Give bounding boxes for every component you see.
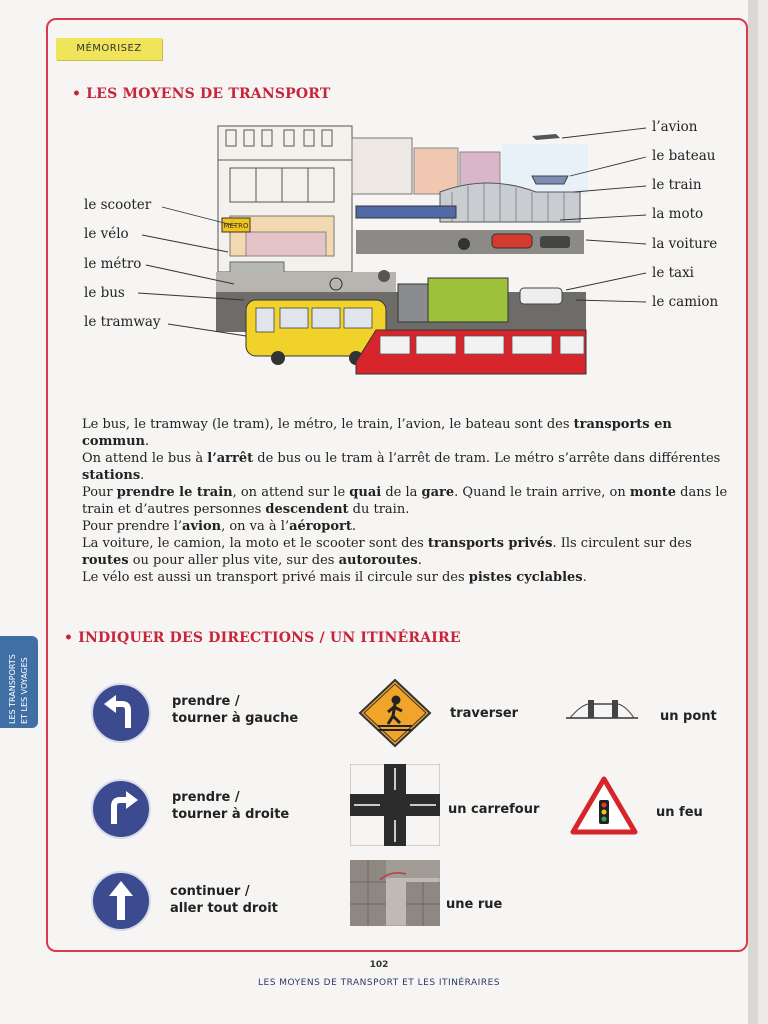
- label-straight: continuer / aller tout droit: [170, 884, 278, 916]
- boat: [532, 176, 568, 184]
- train: [356, 206, 456, 218]
- moto: [458, 238, 470, 250]
- label-tramway: le tramway: [84, 314, 161, 330]
- taxi: [520, 288, 562, 304]
- straight-ahead-sign-icon: [90, 870, 152, 932]
- section-title-transport: • LES MOYENS DE TRANSPORT: [72, 86, 331, 102]
- pedestrian-crossing-sign-icon: [358, 678, 432, 748]
- paragraph-1: Le bus, le tramway (le tram), le métro, le train, l’avion, le bateau sont des transports en commun.: [82, 417, 672, 449]
- page-edge: [748, 0, 758, 1024]
- label-avion: l’avion: [652, 119, 698, 135]
- chapter-side-tab: [0, 636, 38, 728]
- label-taxi: le taxi: [652, 265, 695, 281]
- transport-illustration: [216, 122, 588, 378]
- truck-box: [428, 278, 508, 322]
- turn-right-sign-icon: [90, 778, 152, 840]
- label-bridge: un pont: [660, 709, 717, 724]
- car-red: [492, 234, 532, 248]
- label-moto: la moto: [652, 206, 704, 222]
- label-train: le train: [652, 177, 702, 193]
- label-street: une rue: [446, 897, 503, 912]
- label-scooter: le scooter: [84, 197, 152, 213]
- page-number: 102: [369, 960, 389, 970]
- paragraph-2: On attend le bus à l’arrêt de bus ou le tram à l’arrêt de tram. Le métro s’arrête dans différentes stations.: [82, 451, 721, 483]
- footer-title: LES MOYENS DE TRANSPORT ET LES ITINÉRAIRES: [258, 978, 500, 988]
- transport-text: [82, 416, 732, 586]
- paragraph-3: Pour prendre le train, on attend sur le quai de la gare. Quand le train arrive, on monte dans le train et d’autres personnes descendent du train.: [82, 485, 728, 517]
- memorisez-tag: MÉMORISEZ: [56, 38, 162, 60]
- street-icon: [350, 860, 440, 926]
- label-velo: le vélo: [84, 226, 129, 242]
- paragraph-6: Le vélo est aussi un transport privé mais il circule sur des pistes cyclables.: [82, 570, 587, 585]
- paragraph-5: La voiture, le camion, la moto et le scooter sont des transports privés. Ils circulent sur des routes ou pour aller plus vite, sur des autoroutes.: [82, 536, 692, 568]
- truck-cab: [398, 284, 428, 322]
- metro-sign-text: MÉTRO: [223, 222, 249, 230]
- label-light: un feu: [656, 805, 703, 820]
- label-turn-right: prendre / tourner à droite: [172, 790, 290, 822]
- side-tab-line-1: LES TRANSPORTS: [8, 654, 17, 724]
- turn-left-sign-icon: [90, 682, 152, 744]
- bridge-icon: [566, 696, 638, 728]
- label-junction: un carrefour: [448, 802, 540, 817]
- section-title-directions: • INDIQUER DES DIRECTIONS / UN ITINÉRAIRE: [64, 630, 461, 646]
- scooter: [378, 270, 390, 282]
- label-cross: traverser: [450, 706, 519, 721]
- label-voiture: la voiture: [652, 236, 718, 252]
- label-camion: le camion: [652, 294, 719, 310]
- traffic-light-sign-icon: [570, 776, 638, 836]
- side-tab-line-2: ET LES VOYAGES: [20, 657, 29, 724]
- label-turn-left: prendre / tourner à gauche: [172, 694, 299, 726]
- label-metro: le métro: [84, 256, 142, 272]
- paragraph-4: Pour prendre l’avion, on va à l’aéroport.: [82, 519, 357, 534]
- label-bateau: le bateau: [652, 148, 716, 164]
- label-bus: le bus: [84, 285, 125, 301]
- junction-icon: [350, 764, 440, 846]
